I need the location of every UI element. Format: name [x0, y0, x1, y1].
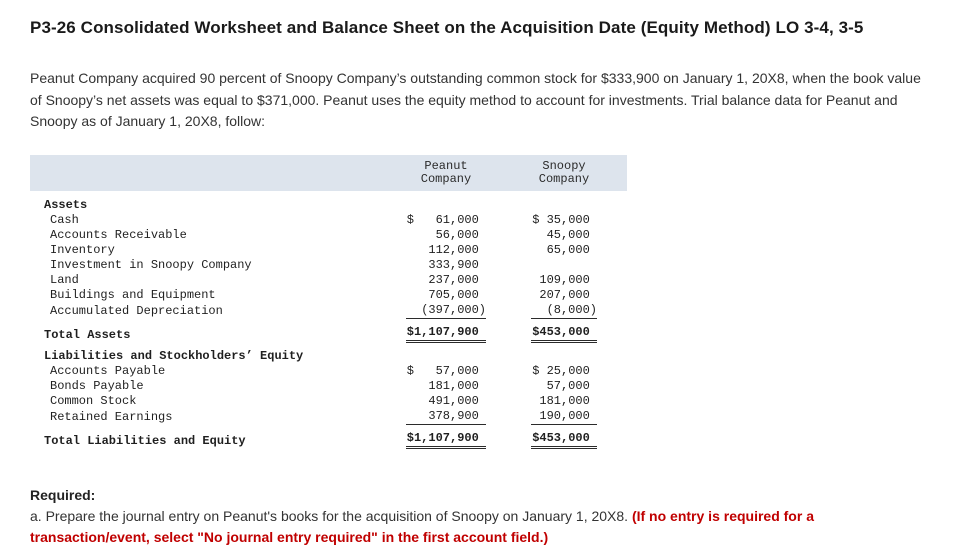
intro-paragraph: Peanut Company acquired 90 percent of Snoopy Company’s outstanding common stock for $333,900 on January 1, 20X8, when the book value of Snoopy’s net assets was equal to $371,000. Peanut uses the equity method to account for investments. Trial balance data for Peanut and Snoopy as of January 1, 20X8, follow:: [30, 70, 921, 130]
row-label: Retained Earnings: [50, 410, 173, 425]
peanut-value: 491,000: [428, 394, 486, 409]
row-label: Bonds Payable: [50, 379, 144, 394]
peanut-value: $ 57,000: [406, 364, 486, 379]
peanut-value: 333,900: [428, 258, 486, 273]
snoopy-value: 190,000: [531, 409, 597, 425]
row-label: Total Liabilities and Equity: [44, 434, 246, 449]
column-header-snoopy-line2: Company: [538, 172, 590, 187]
peanut-value: 237,000: [428, 273, 486, 288]
header-gap: [486, 160, 531, 186]
row-label: Buildings and Equipment: [50, 288, 216, 303]
snoopy-value: (8,000): [531, 303, 597, 319]
row-label: Common Stock: [50, 394, 137, 409]
peanut-value: $ 61,000: [406, 213, 486, 228]
requirement-a-emphasis: (If no entry is required for a transaction/event, select "No journal entry required" in the first account field.): [30, 508, 814, 546]
table-row: [44, 349, 597, 364]
table-header-row: [30, 155, 627, 191]
snoopy-value: 181,000: [539, 394, 597, 409]
row-label: Inventory: [50, 243, 115, 258]
table-row: [44, 394, 597, 409]
table-row: [44, 409, 597, 425]
table-row: [44, 198, 597, 213]
snoopy-value: $453,000: [531, 325, 597, 343]
header-spacer: [44, 160, 406, 186]
column-header-peanut-line1: Peanut: [424, 159, 468, 174]
peanut-value: 112,000: [428, 243, 486, 258]
column-header-snoopy: [531, 160, 597, 186]
row-label: Investment in Snoopy Company: [50, 258, 252, 273]
table-row: [44, 288, 597, 303]
row-label: Land: [50, 273, 79, 288]
table-row: [44, 228, 597, 243]
table-row: [44, 303, 597, 319]
peanut-value: 56,000: [435, 228, 486, 243]
table-row: [44, 364, 597, 379]
table-row: [44, 273, 597, 288]
row-label: Cash: [50, 213, 79, 228]
table-row: [44, 258, 597, 273]
trial-balance-rows: [30, 191, 627, 463]
requirement-a: [30, 506, 933, 548]
snoopy-value: $453,000: [531, 431, 597, 449]
peanut-value: $1,107,900: [406, 431, 486, 449]
peanut-value: $1,107,900: [406, 325, 486, 343]
trial-balance-table: [30, 155, 627, 463]
requirement-a-text: a. Prepare the journal entry on Peanut's books for the acquisition of Snoopy on January 1, 20X8.: [30, 508, 632, 525]
peanut-value: 378,900: [406, 409, 486, 425]
row-label: Assets: [44, 198, 88, 213]
table-row: [44, 431, 597, 449]
table-row: [44, 243, 597, 258]
page-title: P3-26 Consolidated Worksheet and Balance Sheet on the Acquisition Date (Equity Method) LO 3-4, 3-5: [30, 18, 864, 37]
row-label: Total Assets: [44, 328, 131, 343]
row-label: Accounts Payable: [50, 364, 166, 379]
peanut-value: 705,000: [428, 288, 486, 303]
column-header-snoopy-line1: Snoopy: [542, 159, 586, 174]
row-label: Accounts Receivable: [50, 228, 187, 243]
peanut-value: (397,000): [406, 303, 486, 319]
snoopy-value: 65,000: [546, 243, 597, 258]
snoopy-value: $ 35,000: [532, 213, 597, 228]
snoopy-value: 45,000: [546, 228, 597, 243]
column-header-peanut-line2: Company: [420, 172, 472, 187]
snoopy-value: 207,000: [539, 288, 597, 303]
table-row: [44, 325, 597, 343]
column-header-peanut: [406, 160, 486, 186]
table-row: [44, 213, 597, 228]
snoopy-value: $ 25,000: [532, 364, 597, 379]
row-label: Accumulated Depreciation: [50, 304, 223, 319]
snoopy-value: 109,000: [539, 273, 597, 288]
peanut-value: 181,000: [428, 379, 486, 394]
table-row: [44, 379, 597, 394]
row-label: Liabilities and Stockholders’ Equity: [44, 349, 304, 364]
required-label: Required:: [30, 487, 96, 504]
required-section: [30, 487, 933, 548]
snoopy-value: 57,000: [546, 379, 597, 394]
